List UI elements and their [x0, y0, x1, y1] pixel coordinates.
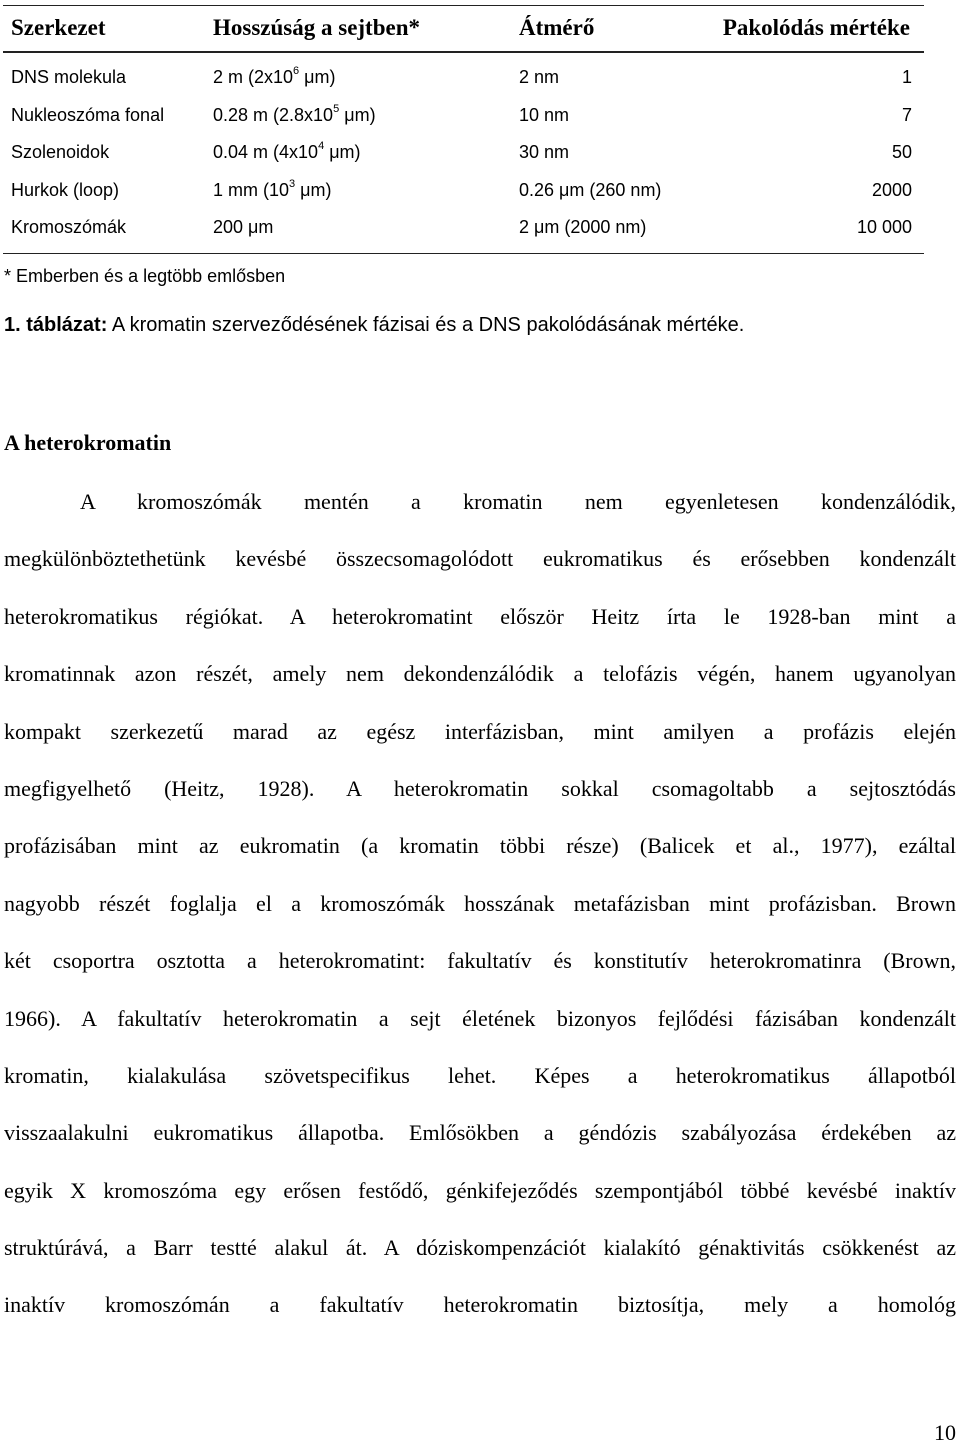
paragraph-line: profázisában mint az eukromatin (a kromatin többi része) (Balicek et al., 1977), ezáltal — [4, 833, 956, 859]
paragraph-line: kromatin, kialakulása szövetspecifikus lehet. Képes a heterokromatikus állapotból — [4, 1062, 956, 1088]
paragraph-line: kompakt szerkezetű marad az egész interfázisban, mint amilyen a profázis elején — [4, 718, 956, 744]
length-exponent: 5 — [333, 102, 340, 115]
cell-length — [213, 97, 376, 134]
cell-diameter: 2 nm — [519, 67, 560, 87]
cell-structure: Nukleoszóma fonal — [11, 104, 165, 125]
header-length: Hosszúság a sejtben* — [213, 15, 421, 40]
table-row — [3, 59, 924, 97]
paragraph-line: visszaalakulni eukromatikus állapotba. Emlősökben a géndózis szabályozása érdekében az — [4, 1120, 956, 1146]
table-header-row — [3, 6, 924, 53]
length-base: 1 mm (10 — [213, 179, 290, 200]
header-diameter: Átmérő — [519, 15, 595, 40]
cell-structure: Szolenoidok — [11, 142, 110, 162]
paragraph-line: két csoportra osztotta a heterokromatint: fakultatív és konstitutív heterokromatinra (Brown, — [4, 948, 956, 974]
header-structure: Szerkezet — [11, 15, 106, 40]
chromatin-table — [3, 5, 924, 254]
cell-diameter: 30 nm — [519, 142, 570, 162]
paragraph-line: inaktív kromoszómán a fakultatív heterokromatin biztosítja, mely a homológ — [4, 1292, 956, 1318]
paragraph-line: kromatinnak azon részét, amely nem dekondenzálódik a telofázis végén, hanem ugyanolyan — [4, 661, 956, 687]
paragraph-line: nagyobb részét foglalja el a kromoszómák hosszának metafázisban mint profázisban. Brown — [4, 890, 956, 916]
length-unit: μm) — [295, 179, 332, 200]
length-base: 2 m (2x10 — [213, 67, 294, 87]
body-paragraph — [4, 471, 956, 1332]
paragraph-line: megfigyelhető (Heitz, 1928). A heterokromatin sokkal csomagoltabb a sejtosztódás — [4, 775, 956, 801]
paragraph-line: A kromoszómák mentén a kromatin nem egyenletesen kondenzálódik, — [80, 489, 956, 514]
paragraph-line: megkülönböztethetünk kevésbé összecsomagolódott eukromatikus és erősebben kondenzált — [4, 546, 956, 572]
cell-structure: Hurkok (loop) — [11, 179, 120, 200]
cell-structure: DNS molekula — [11, 67, 127, 87]
header-packing: Pakolódás mértéke — [722, 15, 910, 40]
length-base: 0.28 m (2.8x10 — [213, 104, 334, 125]
cell-packing: 1 — [901, 67, 912, 87]
table-footnote: * Emberben és a legtöbb emlősben — [4, 266, 286, 286]
cell-packing: 2000 — [871, 179, 912, 200]
paragraph-line: struktúrává, a Barr testté alakul át. A dóziskompenzációt kialakító génaktivitás csökkenést az — [4, 1235, 956, 1261]
table-row — [3, 209, 924, 247]
length-exponent: 3 — [289, 177, 296, 190]
length-base: 200 μm — [213, 217, 274, 237]
length-base: 0.04 m (4x10 — [213, 142, 319, 162]
page-number: 10 — [934, 1420, 956, 1445]
cell-diameter: 10 nm — [519, 104, 570, 125]
length-unit: μm) — [324, 142, 361, 162]
cell-packing: 10 000 — [856, 217, 912, 237]
paragraph-line: 1966). A fakultatív heterokromatin a sejt életének bizonyos fejlődési fázisában kondenzált — [4, 1005, 956, 1031]
cell-length — [213, 172, 332, 209]
cell-packing: 7 — [901, 104, 912, 125]
length-unit: μm) — [299, 67, 336, 87]
cell-structure: Kromoszómák — [11, 217, 127, 237]
caption-label: 1. táblázat: — [4, 314, 108, 336]
cell-diameter: 2 μm (2000 nm) — [519, 217, 647, 237]
table-row — [3, 97, 924, 135]
table-row — [3, 134, 924, 172]
length-exponent: 6 — [293, 65, 300, 77]
cell-packing: 50 — [891, 142, 912, 162]
section-heading: A heterokromatin — [4, 430, 172, 455]
caption-text: A kromatin szerveződésének fázisai és a DNS pakolódásának mértéke. — [107, 314, 745, 336]
table-body — [3, 53, 924, 253]
paragraph-line: egyik X kromoszóma egy erősen festődő, génkifejeződés szempontjából többé kevésbé inaktív — [4, 1177, 956, 1203]
cell-length — [213, 59, 336, 96]
cell-diameter: 0.26 μm (260 nm) — [519, 179, 662, 200]
table-caption — [4, 314, 744, 337]
length-unit: μm) — [339, 104, 376, 125]
length-exponent: 4 — [318, 140, 325, 152]
table-row — [3, 172, 924, 210]
paragraph-line: heterokromatikus régiókat. A heterokromatint először Heitz írta le 1928-ban mint a — [4, 603, 956, 629]
cell-length — [213, 209, 273, 246]
cell-length — [213, 134, 361, 171]
